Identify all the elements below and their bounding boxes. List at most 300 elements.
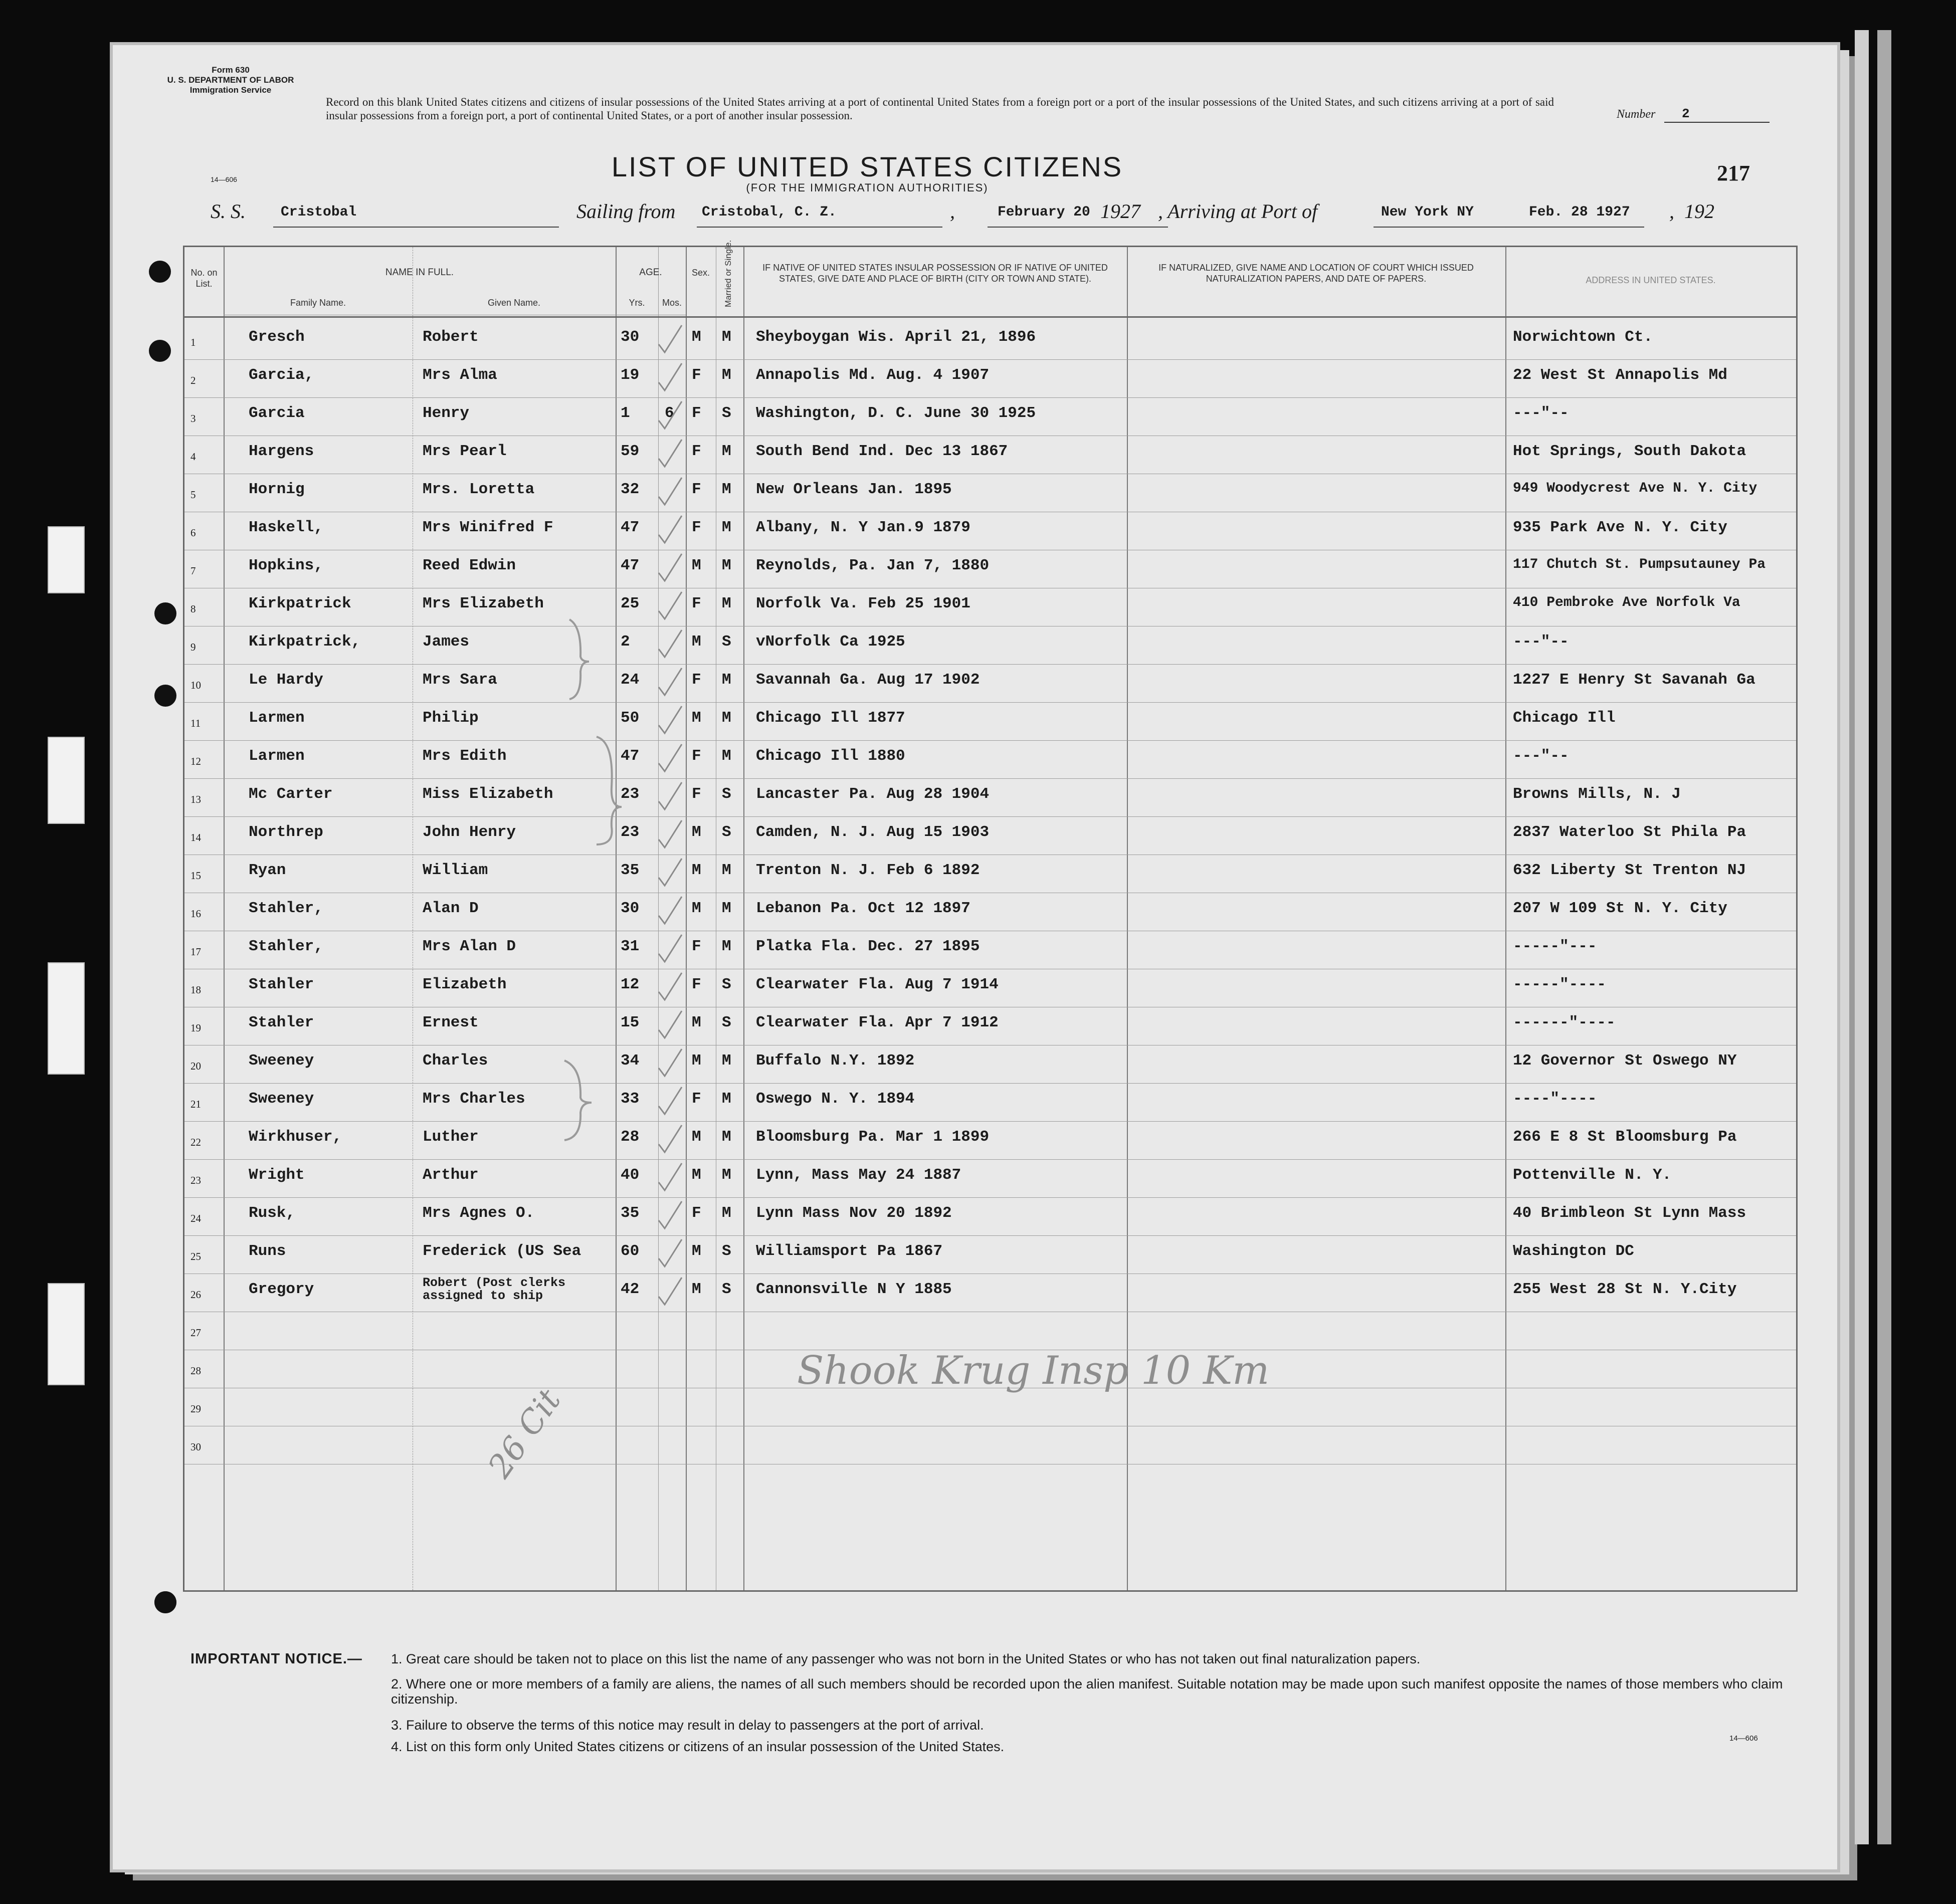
table-row: [184, 855, 1796, 893]
checkmark-icon: [656, 895, 686, 927]
table-row: [184, 1007, 1796, 1045]
birth-date-place: Chicago Ill 1880: [756, 747, 905, 765]
given-name: Alan D: [423, 900, 479, 917]
row-number: 2: [190, 374, 196, 386]
notice-item: 3. Failure to observe the terms of this notice may result in delay to passengers at the port of arrival.: [391, 1718, 984, 1733]
form-code: 14—606: [211, 175, 237, 183]
given-name: Mrs Elizabeth: [423, 595, 544, 612]
marital-status: M: [722, 595, 731, 612]
sex: M: [692, 633, 701, 651]
row-number: 26: [190, 1289, 201, 1301]
marital-status: M: [722, 671, 731, 689]
year-from: 1927: [1100, 200, 1140, 223]
sex: M: [692, 328, 701, 346]
family-name: Larmen: [249, 747, 305, 765]
checkmark-icon: [656, 1199, 686, 1231]
age-years: 35: [621, 1204, 640, 1222]
given-name: Arthur: [423, 1166, 479, 1184]
us-address: 117 Chutch St. Pumpsutauney Pa: [1513, 557, 1766, 572]
row-number: 1: [190, 336, 196, 348]
us-address: Chicago Ill: [1513, 709, 1616, 727]
checkmark-icon: [656, 818, 686, 851]
us-address: -----"---: [1513, 938, 1597, 955]
row-number: 6: [190, 527, 196, 539]
given-name: Mrs Pearl: [423, 443, 507, 460]
marital-status: M: [722, 328, 731, 346]
ss-label: S. S.: [211, 200, 246, 223]
birth-date-place: Camden, N. J. Aug 15 1903: [756, 823, 990, 841]
service-name: Immigration Service: [189, 85, 272, 95]
age-years: 47: [621, 557, 640, 574]
table-row: [184, 436, 1796, 474]
us-address: Browns Mills, N. J: [1513, 785, 1681, 803]
date-to: Feb. 28 1927: [1529, 204, 1630, 220]
table-row: [184, 816, 1796, 855]
us-address: Hot Springs, South Dakota: [1513, 443, 1746, 460]
given-name: Mrs Alan D: [423, 938, 516, 955]
marital-status: M: [722, 1204, 731, 1222]
table-row: [184, 1197, 1796, 1235]
checkmark-icon: [656, 628, 686, 660]
given-name: Luther: [423, 1128, 479, 1146]
sex: F: [692, 1204, 701, 1222]
port-to: New York NY: [1381, 204, 1474, 220]
notice-item: 2. Where one or more members of a family are aliens, the names of all such members should be recorded upon the alien manifest. Suitable notation may be made upon such manifest opposite the names of those members who claim citizenship.: [391, 1676, 1783, 1707]
table-row: [184, 740, 1796, 778]
table-row: [184, 474, 1796, 512]
birth-date-place: Chicago Ill 1877: [756, 709, 905, 727]
marital-status: M: [722, 709, 731, 727]
checkmark-icon: [656, 780, 686, 812]
family-name: Sweeney: [249, 1052, 314, 1070]
table-row: [184, 1426, 1796, 1464]
marital-status: M: [722, 366, 731, 384]
marital-status: M: [722, 938, 731, 955]
family-name: Gresch: [249, 328, 305, 346]
given-name: Charles: [423, 1052, 488, 1070]
us-address: 40 Brimbleon St Lynn Mass: [1513, 1204, 1746, 1222]
marital-status: M: [722, 481, 731, 498]
us-address: ---"--: [1513, 404, 1569, 422]
row-number: 11: [190, 717, 201, 729]
checkmark-icon: [656, 971, 686, 1003]
year-to: 192: [1684, 200, 1714, 223]
birth-date-place: Reynolds, Pa. Jan 7, 1880: [756, 557, 990, 574]
date-from: February 20: [998, 204, 1090, 220]
family-name: Runs: [249, 1242, 286, 1260]
sex: M: [692, 900, 701, 917]
age-years: 25: [621, 595, 640, 612]
checkmark-icon: [656, 323, 686, 355]
age-years: 31: [621, 938, 640, 955]
us-address: 2837 Waterloo St Phila Pa: [1513, 823, 1746, 841]
sex: M: [692, 1281, 701, 1298]
page-edge: [1877, 30, 1891, 1844]
age-years: 12: [621, 976, 640, 993]
us-address: 949 Woodycrest Ave N. Y. City: [1513, 481, 1757, 496]
checkmark-icon: [656, 857, 686, 889]
sailing-from-label: Sailing from: [576, 200, 676, 223]
given-name: Mrs. Loretta: [423, 481, 535, 498]
age-years: 24: [621, 671, 640, 689]
row-number: 28: [190, 1365, 201, 1377]
checkmark-icon: [656, 666, 686, 698]
sex: M: [692, 1052, 701, 1070]
row-number: 3: [190, 412, 196, 425]
binding-tab: [48, 962, 85, 1075]
birth-date-place: Lancaster Pa. Aug 28 1904: [756, 785, 990, 803]
checkmark-icon: [656, 704, 686, 736]
row-number: 9: [190, 641, 196, 653]
marital-status: M: [722, 862, 731, 879]
table-row: [184, 664, 1796, 702]
age-years: 23: [621, 785, 640, 803]
age-years: 60: [621, 1242, 640, 1260]
birth-date-place: Albany, N. Y Jan.9 1879: [756, 519, 970, 536]
header-mos: Mos.: [662, 298, 682, 308]
marital-status: M: [722, 1090, 731, 1108]
header-family-name: Family Name.: [290, 298, 346, 308]
notice-heading: IMPORTANT NOTICE.—: [190, 1651, 362, 1667]
family-name: Stahler,: [249, 900, 323, 917]
checkmark-icon: [656, 438, 686, 470]
age-years: 59: [621, 443, 640, 460]
page-subtitle: (FOR THE IMMIGRATION AUTHORITIES): [746, 181, 989, 194]
given-name: Philip: [423, 709, 479, 727]
row-number: 19: [190, 1022, 201, 1034]
checkmark-icon: [656, 552, 686, 584]
sex: M: [692, 862, 701, 879]
table-row: [184, 1083, 1796, 1121]
birth-date-place: Norfolk Va. Feb 25 1901: [756, 595, 970, 612]
birth-date-place: Trenton N. J. Feb 6 1892: [756, 862, 980, 879]
marital-status: S: [722, 823, 731, 841]
us-address: ---"--: [1513, 633, 1569, 651]
table-row: [184, 1312, 1796, 1350]
header-address: ADDRESS IN UNITED STATES.: [1586, 275, 1716, 285]
header-age: AGE.: [639, 267, 662, 278]
birth-date-place: Williamsport Pa 1867: [756, 1242, 943, 1260]
punch-hole: [154, 1591, 176, 1613]
marital-status: S: [722, 976, 731, 993]
handwritten-bracket: [566, 616, 597, 702]
table-row: [184, 397, 1796, 436]
marital-status: M: [722, 1166, 731, 1184]
age-years: 15: [621, 1014, 640, 1031]
binding-tab: [48, 526, 85, 593]
birth-date-place: Lynn Mass Nov 20 1892: [756, 1204, 952, 1222]
marital-status: M: [722, 443, 731, 460]
marital-status: S: [722, 1014, 731, 1031]
checkmark-icon: [656, 476, 686, 508]
binding-tab: [48, 737, 85, 824]
us-address: Washington DC: [1513, 1242, 1634, 1260]
family-name: Stahler: [249, 1014, 314, 1031]
form-identifier: [150, 65, 311, 95]
age-years: 40: [621, 1166, 640, 1184]
sex: F: [692, 443, 701, 460]
age-years: 33: [621, 1090, 640, 1108]
birth-date-place: Platka Fla. Dec. 27 1895: [756, 938, 980, 955]
birth-date-place: Buffalo N.Y. 1892: [756, 1052, 915, 1070]
row-number: 30: [190, 1441, 201, 1453]
given-name: Mrs Edith: [423, 747, 507, 765]
given-name: Ernest: [423, 1014, 479, 1031]
table-row: [184, 1274, 1796, 1312]
table-row: [184, 893, 1796, 931]
punch-hole: [154, 685, 176, 707]
header-married-single: Married or Single.: [723, 240, 733, 307]
header-name-in-full: NAME IN FULL.: [385, 267, 454, 278]
marital-status: M: [722, 519, 731, 536]
birth-date-place: Lebanon Pa. Oct 12 1897: [756, 900, 970, 917]
sex: F: [692, 366, 701, 384]
punch-hole: [149, 261, 171, 283]
form-number: Form 630: [212, 65, 250, 75]
handwritten-bracket: [592, 732, 632, 847]
sex: M: [692, 823, 701, 841]
birth-date-place: Washington, D. C. June 30 1925: [756, 404, 1036, 422]
handwritten-bracket: [561, 1057, 602, 1143]
family-name: Garcia: [249, 404, 305, 422]
table-row: [184, 321, 1796, 359]
age-years: 30: [621, 900, 640, 917]
us-address: Pottenville N. Y.: [1513, 1166, 1672, 1184]
family-name: Northrep: [249, 823, 323, 841]
family-name: Sweeney: [249, 1090, 314, 1108]
given-name: Mrs Alma: [423, 366, 497, 384]
number-label: Number: [1617, 108, 1656, 121]
given-name: William: [423, 862, 488, 879]
row-number: 18: [190, 984, 201, 996]
checkmark-icon: [656, 1276, 686, 1308]
given-name: Mrs Charles: [423, 1090, 525, 1108]
department-name: U. S. DEPARTMENT OF LABOR: [167, 75, 294, 85]
header-sex: Sex.: [691, 268, 710, 278]
page-number: 217: [1717, 161, 1750, 185]
age-years: 50: [621, 709, 640, 727]
us-address: 1227 E Henry St Savanah Ga: [1513, 671, 1755, 689]
marital-status: M: [722, 1052, 731, 1070]
header-given-name: Given Name.: [487, 298, 541, 308]
row-number: 4: [190, 451, 196, 463]
sex: M: [692, 709, 701, 727]
birth-date-place: Lynn, Mass May 24 1887: [756, 1166, 961, 1184]
age-years: 42: [621, 1281, 640, 1298]
given-name: James: [423, 633, 470, 651]
sex: M: [692, 1166, 701, 1184]
birth-date-place: Sheyboygan Wis. April 21, 1896: [756, 328, 1036, 346]
birth-date-place: vNorfolk Ca 1925: [756, 633, 905, 651]
row-number: 29: [190, 1403, 201, 1415]
family-name: Le Hardy: [249, 671, 323, 689]
marital-status: S: [722, 1242, 731, 1260]
checkmark-icon: [656, 1123, 686, 1155]
table-row: [184, 1388, 1796, 1426]
checkmark-icon: [656, 1009, 686, 1041]
us-address: 632 Liberty St Trenton NJ: [1513, 862, 1746, 879]
family-name: Hornig: [249, 481, 305, 498]
age-years: 32: [621, 481, 640, 498]
marital-status: S: [722, 1281, 731, 1298]
table-row: [184, 550, 1796, 588]
row-number: 5: [190, 489, 196, 501]
row-number: 7: [190, 565, 196, 577]
age-years: 19: [621, 366, 640, 384]
given-name: Elizabeth: [423, 976, 507, 993]
row-number: 8: [190, 603, 196, 615]
header-naturalized: IF NATURALIZED, GIVE NAME AND LOCATION OF COURT WHICH ISSUED NATURALIZATION PAPERS, AND DATE OF PAPERS.: [1158, 263, 1474, 284]
checkmark-icon: [656, 361, 686, 393]
table-row: [184, 359, 1796, 397]
checkmark-icon: [656, 590, 686, 622]
us-address: ---"--: [1513, 747, 1569, 765]
port-from-underline: [697, 227, 942, 228]
row-number: 16: [190, 908, 201, 920]
sex: M: [692, 1014, 701, 1031]
form-instructions: Record on this blank United States citizens and citizens of insular possessions of the United States arriving at a port of continental United States from a foreign port or a port of the insular possessions of the United States, and such citizens arriving at a port of said insular possessions from a foreign port, a port of continental United States, or a port of another insular possession.: [326, 96, 1554, 122]
table-row: [184, 512, 1796, 550]
family-name: Wirkhuser,: [249, 1128, 342, 1146]
sex: F: [692, 785, 701, 803]
family-name: Stahler,: [249, 938, 323, 955]
given-name: Robert (Post clerks assigned to ship: [423, 1276, 566, 1303]
row-number: 25: [190, 1250, 201, 1262]
family-name: Wright: [249, 1166, 305, 1184]
given-name: Mrs Winifred F: [423, 519, 553, 536]
checkmark-icon: [656, 1047, 686, 1079]
age-years: 1: [621, 404, 630, 422]
given-name: John Henry: [423, 823, 516, 841]
sex: F: [692, 976, 701, 993]
row-number: 15: [190, 870, 201, 882]
row-number: 13: [190, 793, 201, 805]
sex: F: [692, 938, 701, 955]
table-row: [184, 931, 1796, 969]
table-row: [184, 1045, 1796, 1083]
checkmark-icon: [656, 1161, 686, 1193]
birth-date-place: Clearwater Fla. Aug 7 1914: [756, 976, 999, 993]
row-number: 24: [190, 1212, 201, 1224]
row-number: 22: [190, 1136, 201, 1148]
date-from-underline: [988, 227, 1168, 228]
age-years: 2: [621, 633, 630, 651]
sex: F: [692, 404, 701, 422]
row-number: 21: [190, 1098, 201, 1110]
marital-status: S: [722, 404, 731, 422]
ship-name: Cristobal: [281, 204, 357, 220]
age-years: 47: [621, 519, 640, 536]
age-years: 47: [621, 747, 640, 765]
given-name: Reed Edwin: [423, 557, 516, 574]
family-name: Haskell,: [249, 519, 323, 536]
age-years: 35: [621, 862, 640, 879]
ship-underline: [273, 227, 559, 228]
header-no-on-list: No. on List.: [190, 268, 218, 289]
row-number: 27: [190, 1327, 201, 1339]
us-address: 935 Park Ave N. Y. City: [1513, 519, 1727, 536]
sex: F: [692, 595, 701, 612]
given-name: Mrs Sara: [423, 671, 497, 689]
number-underline: [1664, 122, 1770, 123]
row-number: 20: [190, 1060, 201, 1072]
birth-date-place: Bloomsburg Pa. Mar 1 1899: [756, 1128, 990, 1146]
table-row: [184, 702, 1796, 740]
page-edge: [1855, 30, 1869, 1844]
header-birthplace: IF NATIVE OF UNITED STATES INSULAR POSSESSION OR IF NATIVE OF UNITED STATES, GIVE DATE AND PLACE OF BIRTH (CITY OR TOWN AND STATE).: [762, 263, 1108, 284]
birth-date-place: Savannah Ga. Aug 17 1902: [756, 671, 980, 689]
table-row: [184, 1121, 1796, 1159]
given-name: Mrs Agnes O.: [423, 1204, 535, 1222]
us-address: 207 W 109 St N. Y. City: [1513, 900, 1727, 917]
age-months: 6: [665, 404, 674, 422]
arriving-label: , Arriving at Port of: [1158, 200, 1318, 223]
table-row: [184, 778, 1796, 816]
marital-status: S: [722, 785, 731, 803]
sex: F: [692, 747, 701, 765]
checkmark-icon: [656, 933, 686, 965]
checkmark-icon: [656, 742, 686, 774]
marital-status: M: [722, 900, 731, 917]
port-from: Cristobal, C. Z.: [702, 204, 837, 220]
family-name: Garcia,: [249, 366, 314, 384]
us-address: 22 West St Annapolis Md: [1513, 366, 1727, 384]
family-name: Gregory: [249, 1281, 314, 1298]
punch-hole: [149, 340, 171, 362]
sex: M: [692, 557, 701, 574]
birth-date-place: Cannonsville N Y 1885: [756, 1281, 952, 1298]
us-address: 255 West 28 St N. Y.City: [1513, 1281, 1737, 1298]
marital-status: M: [722, 557, 731, 574]
birth-date-place: Clearwater Fla. Apr 7 1912: [756, 1014, 999, 1031]
punch-hole: [154, 602, 176, 624]
us-address: 410 Pembroke Ave Norfolk Va: [1513, 595, 1740, 610]
table-row: [184, 969, 1796, 1007]
birth-date-place: Annapolis Md. Aug. 4 1907: [756, 366, 990, 384]
row-number: 12: [190, 755, 201, 767]
row-number: 17: [190, 946, 201, 958]
row-number: 23: [190, 1174, 201, 1186]
checkmark-icon: [656, 399, 686, 432]
notice-item: 4. List on this form only United States citizens or citizens of an insular possession of the United States.: [391, 1739, 1005, 1754]
family-name: Kirkpatrick: [249, 595, 351, 612]
family-name: Hargens: [249, 443, 314, 460]
form-code-bottom: 14—606: [1729, 1734, 1758, 1743]
table-row: [184, 1159, 1796, 1197]
binding-tab: [48, 1283, 85, 1385]
given-name: Henry: [423, 404, 470, 422]
birth-date-place: New Orleans Jan. 1895: [756, 481, 952, 498]
sex: F: [692, 671, 701, 689]
header-yrs: Yrs.: [629, 298, 645, 308]
us-address: ------"----: [1513, 1014, 1616, 1031]
family-name: Mc Carter: [249, 785, 333, 803]
birth-date-place: Oswego N. Y. 1894: [756, 1090, 915, 1108]
us-address: Norwichtown Ct.: [1513, 328, 1653, 346]
family-name: Hopkins,: [249, 557, 323, 574]
marital-status: M: [722, 747, 731, 765]
us-address: ----"----: [1513, 1090, 1597, 1108]
row-number: 14: [190, 831, 201, 843]
family-name: Ryan: [249, 862, 286, 879]
marital-status: M: [722, 1128, 731, 1146]
age-years: 34: [621, 1052, 640, 1070]
handwritten-inspector-note: Shook Krug Insp 10 Km: [797, 1348, 1270, 1393]
sex: F: [692, 519, 701, 536]
table-row: [184, 1235, 1796, 1274]
us-address: 12 Governor St Oswego NY: [1513, 1052, 1737, 1070]
page-title: LIST OF UNITED STATES CITIZENS: [611, 151, 1123, 182]
